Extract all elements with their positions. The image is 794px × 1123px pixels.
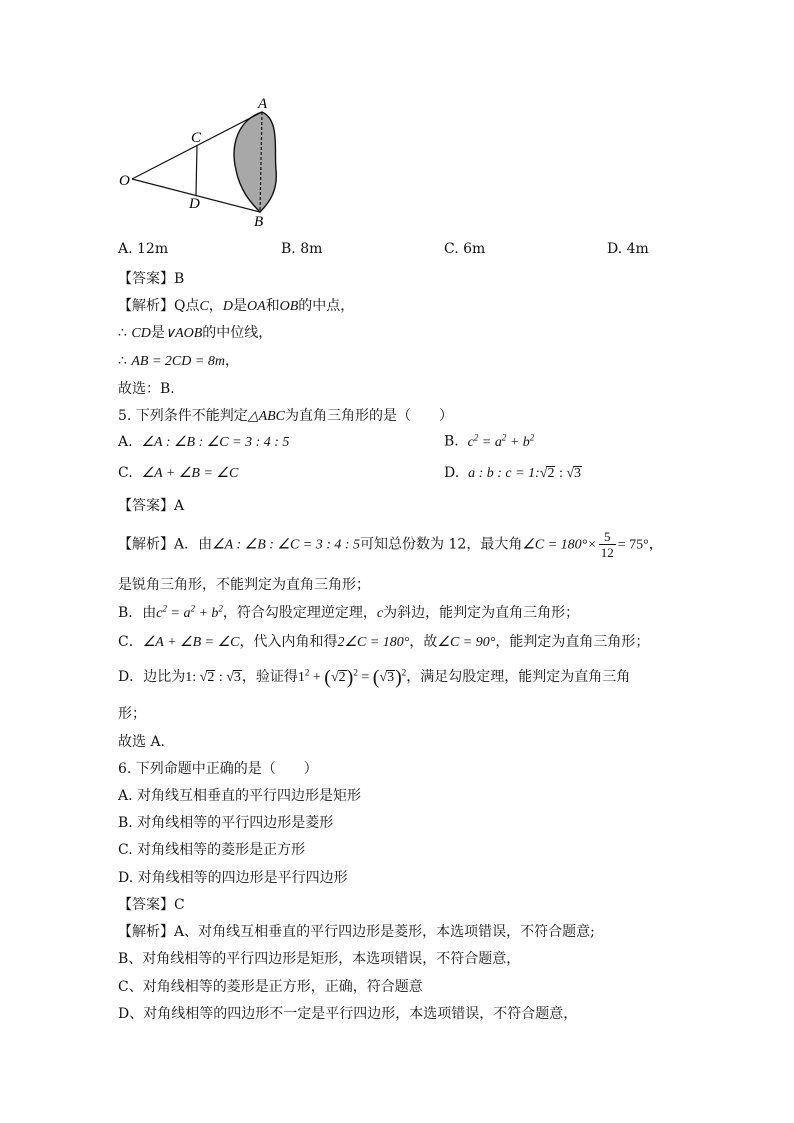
q5-analysis-b: B．由$c^2 = a^2 + b^2$，符合勾股定理逆定理，c为斜边，能判定为直角三角形； — [118, 603, 580, 621]
q6-option-a: A. 对角线互相垂直的平行四边形是矩形 — [118, 788, 362, 804]
q5-analysis-c: C．∠A + ∠B = ∠C，代入内角和得2∠C = 180°，故∠C = 90°，能判定为直角三角形； — [118, 634, 650, 650]
label-a: A — [258, 96, 268, 112]
q6-analysis-d: D、对角线相等的四边形不一定是平行四边形，本选项错误，不符合题意， — [118, 1006, 578, 1022]
q4-option-d: D. 4m — [607, 241, 649, 257]
q6-option-b: B. 对角线相等的平行四边形是菱形 — [118, 815, 334, 831]
q5-analysis-a: 【解析】A．由∠A : ∠B : ∠C = 3 : 4 : 5可知总份数为 12，最大角∠C = 180°× $\frac{5}{12}$ = 75°， — [118, 529, 663, 560]
q5-option-c: C. ∠A + ∠B = ∠C — [118, 465, 239, 481]
q5-option-b: B. $c^2 = a^2 + b^2$ — [444, 432, 535, 450]
q4-analysis-line4: 故选：B． — [118, 381, 185, 397]
shaded-region — [234, 112, 276, 212]
q5-analysis-a2: 是锐角三角形，不能判定为直角三角形； — [118, 577, 370, 593]
q5-analysis-end: 故选 A． — [118, 734, 175, 750]
q5-analysis-d2: 形； — [118, 706, 146, 722]
q6-analysis-a: 【解析】A、对角线互相垂直的平行四边形是菱形，本选项错误，不符合题意; — [118, 924, 595, 940]
q5-option-a: A. ∠A : ∠B : ∠C = 3 : 4 : 5 — [118, 434, 290, 450]
q5-option-d: D. a : b : c = 1:√2 : √3 — [444, 465, 582, 481]
q4-analysis-line2: ∴ CD是∨AOB的中位线， — [118, 325, 273, 341]
q5-stem: 5. 下列条件不能判定△ABC为直角三角形的是（ ） — [118, 408, 454, 424]
q6-option-d: D. 对角线相等的四边形是平行四边形 — [118, 870, 348, 886]
label-c: C — [191, 130, 202, 146]
label-d: D — [189, 196, 200, 212]
q4-answer: 【答案】B — [118, 271, 185, 287]
geometry-figure — [110, 90, 310, 230]
q4-option-a: A. 12m — [118, 241, 169, 257]
label-o: O — [119, 173, 130, 189]
q6-analysis-c: C、对角线相等的菱形是正方形，正确，符合题意 — [118, 979, 423, 995]
segment-cd — [196, 145, 197, 195]
q4-option-c: C. 6m — [444, 241, 486, 257]
label-b: B — [254, 214, 264, 230]
q6-stem: 6. 下列命题中正确的是（ ） — [118, 761, 318, 777]
q6-analysis-b: B、对角线相等的平行四边形是矩形，本选项错误，不符合题意， — [118, 951, 521, 967]
q4-analysis-line1: 【解析】Q点C，D是OA和OB的中点， — [118, 298, 355, 314]
q6-answer: 【答案】C — [118, 897, 185, 913]
q4-option-b: B. 8m — [281, 241, 323, 257]
q5-answer: 【答案】A — [118, 498, 185, 514]
q4-analysis-line3: ∴ AB = 2CD = 8m， — [118, 353, 239, 369]
q5-analysis-d: D．边比为1: √2 : √3，验证得$1^2 + (√2)^2 = (√3)^2$，满足勾股定理，能判定为直角三角 — [118, 666, 631, 689]
q6-option-c: C. 对角线相等的菱形是正方形 — [118, 842, 306, 858]
